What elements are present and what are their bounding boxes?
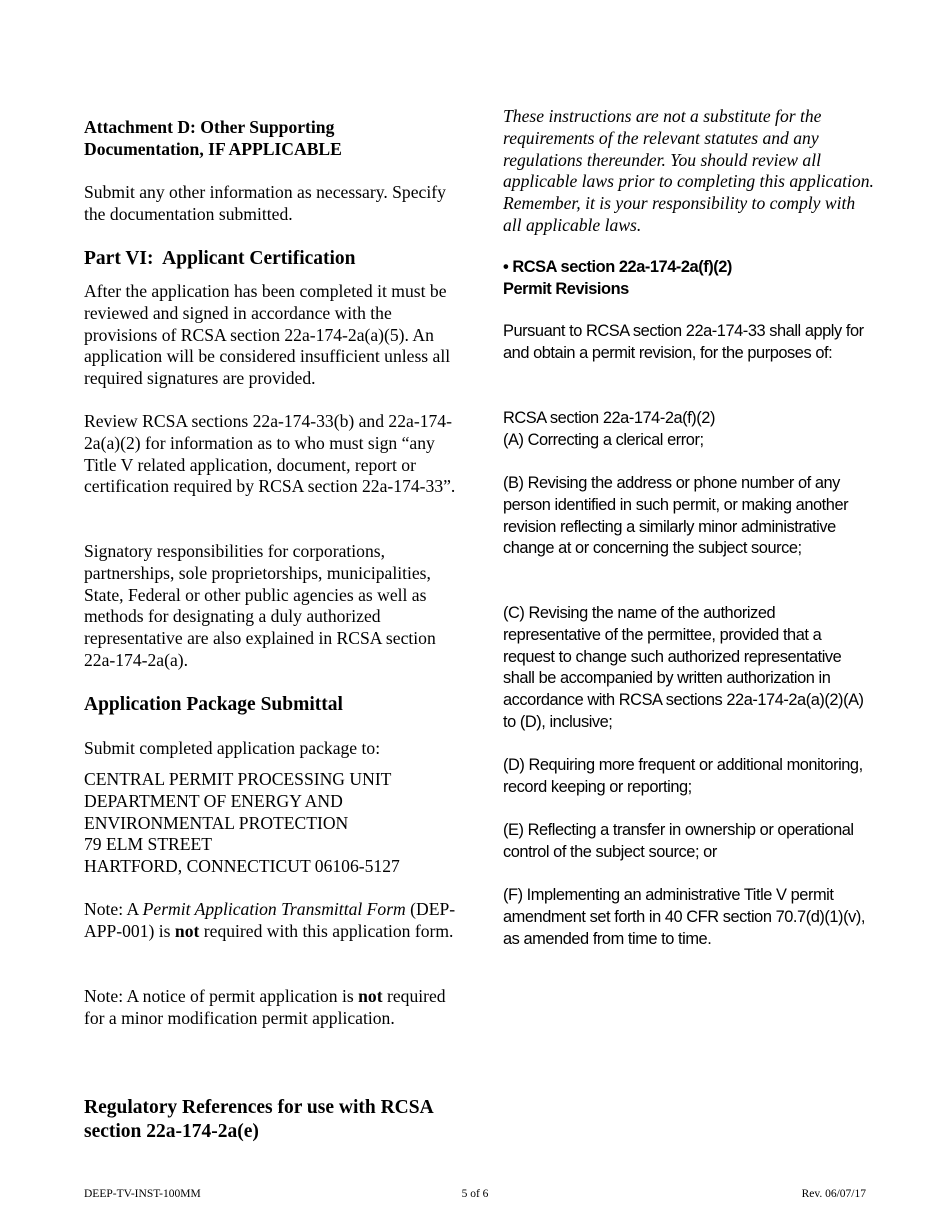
section-heading: [503, 256, 875, 300]
reference-line: RCSA section 22a-174-2a(f)(2): [503, 409, 715, 427]
list-item: (B) Revising the address or phone number of any person identified in such permit, or making another revision reflecting a similarly minor administrative change at or concerning the subject source;: [503, 474, 849, 558]
section-title: RCSA section 22a-174-2a(f)(2): [512, 258, 732, 276]
list-item: (D) Requiring more frequent or additional monitoring, record keeping or reporting;: [503, 756, 863, 796]
mailing-address: [84, 769, 456, 878]
list-item: (A) Correcting a clerical error;: [503, 430, 704, 449]
address-line: HARTFORD, CONNECTICUT 06106-5127: [84, 856, 400, 877]
revision-intro: Pursuant to RCSA section 22a-174-33 shall apply for and obtain a permit revision, for the purposes of:: [503, 322, 864, 362]
revision-reference: [503, 408, 875, 452]
list-item: (F) Implementing an administrative Title V permit amendment set forth in 40 CFR section 70.7(d)(1)(v), as amended from time to time.: [503, 886, 865, 948]
list-item: (E) Reflecting a transfer in ownership or operational control of the subject source; or: [503, 821, 854, 861]
certification-paragraph-1: After the application has been completed it must be reviewed and signed in accordance with the provisions of RCSA section 22a-174-2a(a)(5). An application will be considered insufficient unless all required signatures are provided.: [84, 281, 451, 389]
transmittal-note: Note: A Permit Application Transmittal Form (DEP-APP-001) is not required with this application form.: [84, 899, 456, 941]
address-line: CENTRAL PERMIT PROCESSING UNIT: [84, 769, 392, 789]
regulatory-references-heading: Regulatory References for use with RCSA section 22a-174-2a(e): [84, 1097, 433, 1142]
footer-document-id: DEEP-TV-INST-100MM: [84, 1188, 201, 1200]
section-subtitle: Permit Revisions: [503, 280, 629, 298]
certification-paragraph-3: Signatory responsibilities for corporations, partnerships, sole proprietorships, municipalities, State, Federal or other public agencies as well as methods for designating a duly authorized representative are also explained in RCSA section 22a-174-2a(a).: [84, 541, 436, 670]
bullet-icon: •: [503, 258, 509, 276]
part-vi-heading: Part VI: Applicant Certification: [84, 248, 356, 269]
attachment-d-heading: Attachment D: Other Supporting Documentation, IF APPLICABLE: [84, 117, 342, 159]
address-line: DEPARTMENT OF ENERGY AND: [84, 790, 343, 811]
certification-paragraph-2: Review RCSA sections 22a-174-33(b) and 22a-174-2a(a)(2) for information as to who must sign “any Title V related application, document, report or certification required by RCSA section 22a-174-33”.: [84, 411, 456, 497]
disclaimer: These instructions are not a substitute for the requirements of the relevant statutes and any regulations thereunder. You should review all applicable laws prior to completing this application. Remember, it is your responsibility to comply with all applicable laws.: [503, 106, 874, 235]
submittal-heading: Application Package Submittal: [84, 694, 343, 715]
footer-page-number: 5 of 6: [461, 1188, 489, 1200]
submittal-intro: Submit completed application package to:: [84, 738, 381, 758]
address-line: ENVIRONMENTAL PROTECTION: [84, 812, 349, 833]
address-line: 79 ELM STREET: [84, 834, 213, 855]
list-item: (C) Revising the name of the authorized representative of the permittee, provided that a request to change such authorized representative shall be accompanied by written authorization in accordance with RCSA sections 22a-174-2a(a)(2)(A) to (D), inclusive;: [503, 604, 864, 731]
footer-revision: Rev. 06/07/17: [801, 1188, 866, 1200]
notice-note: Note: A notice of permit application is not required for a minor modification permit application.: [84, 986, 446, 1028]
form-name: Permit Application Transmittal Form: [142, 899, 406, 919]
attachment-d-body: Submit any other information as necessary. Specify the documentation submitted.: [84, 182, 446, 224]
